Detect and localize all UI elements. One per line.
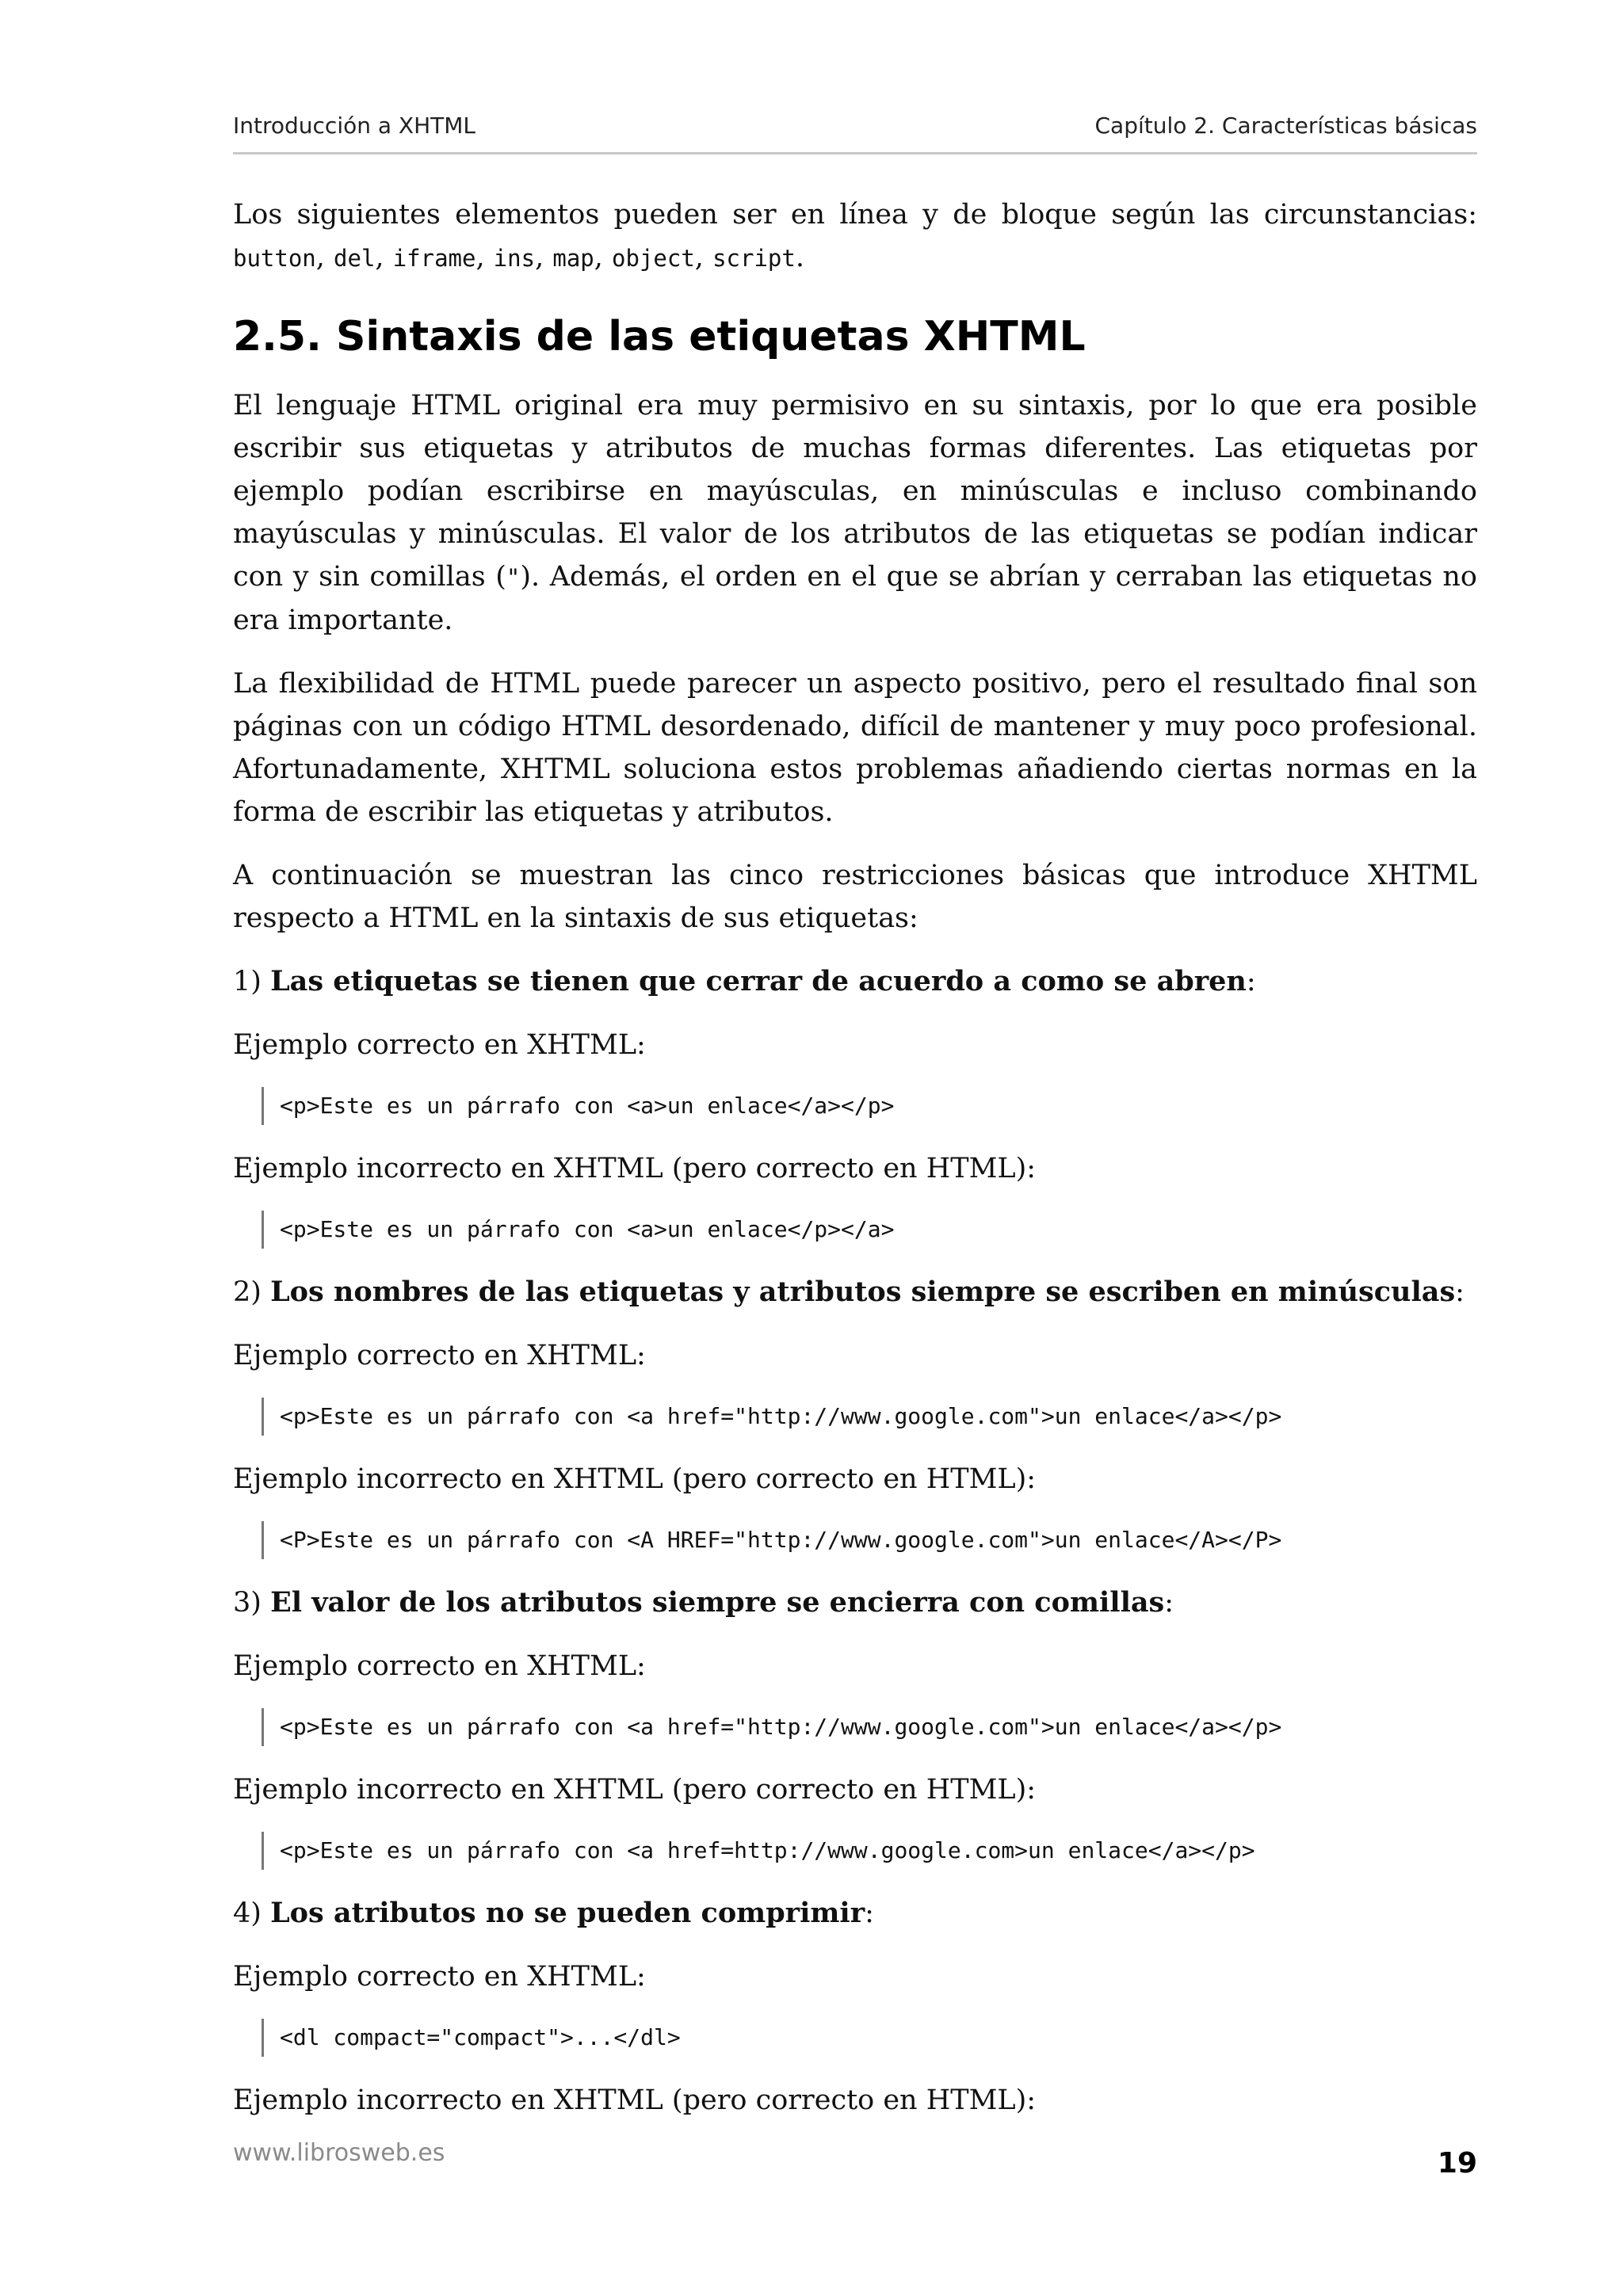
separator: , bbox=[475, 242, 494, 273]
element-script: script bbox=[712, 245, 796, 272]
code-block-incorrect: <p>Este es un párrafo con <a href=http://www.google.com>un enlace</a></p> bbox=[262, 1832, 1477, 1870]
header-book-title: Introducción a XHTML bbox=[233, 113, 476, 139]
page-content bbox=[233, 193, 1477, 2142]
element-object: object bbox=[612, 245, 695, 272]
rule-number: 1) bbox=[233, 966, 271, 997]
element-iframe: iframe bbox=[392, 245, 476, 272]
rule-text: Los atributos no se pueden comprimir bbox=[270, 1897, 865, 1929]
incorrect-example-label: Ejemplo incorrecto en XHTML (pero correcto en HTML): bbox=[233, 2084, 1037, 2116]
document-page bbox=[233, 0, 1477, 2296]
rule-1-title bbox=[233, 960, 1477, 1003]
code-block-correct: <p>Este es un párrafo con <a>un enlace</a></p> bbox=[262, 1087, 1477, 1125]
colon: : bbox=[1164, 1587, 1174, 1619]
intro-paragraph bbox=[233, 193, 1477, 280]
correct-example-label: Ejemplo correcto en XHTML: bbox=[233, 1961, 646, 1993]
separator: , bbox=[535, 242, 553, 273]
separator: , bbox=[594, 242, 613, 273]
footer-website-link[interactable]: www.librosweb.es bbox=[233, 2139, 445, 2167]
incorrect-example-label: Ejemplo incorrecto en XHTML (pero correcto en HTML): bbox=[233, 1463, 1037, 1495]
intro-text: Los siguientes elementos pueden ser en línea y de bloque según las circunstancias: bbox=[233, 199, 1477, 231]
code-block-incorrect: <p>Este es un párrafo con <a>un enlace</p></a> bbox=[262, 1211, 1477, 1249]
quote-char: " bbox=[506, 564, 521, 591]
code-block-correct: <dl compact="compact">...</dl> bbox=[262, 2019, 1477, 2057]
rule-number: 4) bbox=[233, 1897, 271, 1929]
colon: : bbox=[865, 1897, 874, 1929]
code-block-correct: <p>Este es un párrafo con <a href="http://www.google.com">un enlace</a></p> bbox=[262, 1398, 1477, 1436]
running-header bbox=[233, 108, 1477, 154]
page-number: 19 bbox=[1437, 2147, 1477, 2180]
element-ins: ins bbox=[493, 245, 536, 272]
rule-4-title bbox=[233, 1892, 1477, 1935]
colon: : bbox=[1246, 966, 1256, 997]
correct-example-label: Ejemplo correcto en XHTML: bbox=[233, 1029, 646, 1061]
para1-text-b: ). Además, el orden en el que se abrían y cerraban las etiquetas no era importante. bbox=[233, 561, 1477, 636]
colon: : bbox=[1455, 1276, 1465, 1308]
code-block-correct: <p>Este es un párrafo con <a href="http://www.google.com">un enlace</a></p> bbox=[262, 1708, 1477, 1746]
separator: , bbox=[694, 242, 713, 273]
rule-text: Las etiquetas se tienen que cerrar de acuerdo a como se abren bbox=[270, 965, 1247, 997]
section-paragraph-2: La flexibilidad de HTML puede parecer un aspecto positivo, pero el resultado final son páginas con un código HTML desordenado, difícil de mantener y muy poco profesional. Afortunadamente, XHTML soluciona estos problemas añadiendo ciertas normas en la forma de escribir las etiquetas y atributos. bbox=[233, 668, 1477, 828]
element-map: map bbox=[552, 245, 594, 272]
incorrect-example-label: Ejemplo incorrecto en XHTML (pero correcto en HTML): bbox=[233, 1153, 1037, 1184]
rule-3-title bbox=[233, 1581, 1477, 1624]
section-paragraph-3: A continuación se muestran las cinco restricciones básicas que introduce XHTML respecto a HTML en la sintaxis de sus etiquetas: bbox=[233, 860, 1477, 934]
separator: , bbox=[315, 242, 334, 273]
incorrect-example-label: Ejemplo incorrecto en XHTML (pero correcto en HTML): bbox=[233, 1774, 1037, 1806]
para1-text-a: El lenguaje HTML original era muy permisivo en su sintaxis, por lo que era posible escribir sus etiquetas y atributos de muchas formas diferentes. Las etiquetas por ejemplo podían escribirse en mayúsculas, en minúsculas e incluso combinando mayúsculas y minúsculas. El valor de los atributos de las etiquetas se podían indicar con y sin comillas ( bbox=[233, 390, 1477, 593]
header-chapter-title: Capítulo 2. Características básicas bbox=[1094, 113, 1477, 139]
rule-2-title bbox=[233, 1271, 1477, 1314]
rule-text: Los nombres de las etiquetas y atributos siempre se escriben en minúsculas bbox=[270, 1276, 1456, 1308]
correct-example-label: Ejemplo correcto en XHTML: bbox=[233, 1340, 646, 1371]
rule-number: 3) bbox=[233, 1587, 271, 1619]
separator: , bbox=[375, 242, 393, 273]
section-heading: 2.5. Sintaxis de las etiquetas XHTML bbox=[233, 313, 1086, 360]
element-del: del bbox=[334, 245, 376, 272]
element-button: button bbox=[233, 245, 316, 272]
rule-number: 2) bbox=[233, 1276, 271, 1308]
rule-text: El valor de los atributos siempre se encierra con comillas bbox=[270, 1586, 1165, 1619]
correct-example-label: Ejemplo correcto en XHTML: bbox=[233, 1650, 646, 1682]
code-block-incorrect: <P>Este es un párrafo con <A HREF="http://www.google.com">un enlace</A></P> bbox=[262, 1521, 1477, 1559]
period: . bbox=[795, 242, 804, 273]
section-paragraph-1 bbox=[233, 384, 1477, 642]
